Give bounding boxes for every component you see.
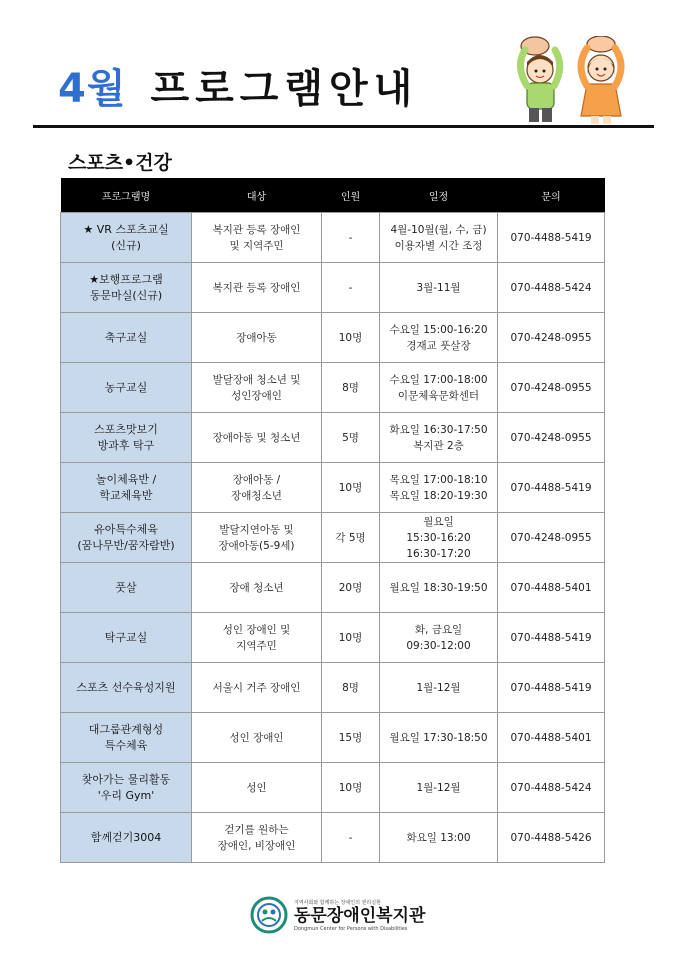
target-cell: 발달장애 청소년 및 성인장애인 [192, 363, 322, 413]
target-cell: 장애아동 [192, 313, 322, 363]
column-header-capacity: 인원 [322, 178, 380, 213]
schedule-cell: 3월-11월 [380, 263, 498, 313]
capacity-cell: 5명 [322, 413, 380, 463]
target-cell: 성인 [192, 763, 322, 813]
schedule-cell: 수요일 17:00-18:00 이문체육문화센터 [380, 363, 498, 413]
title-text: 프로그램안내 [150, 65, 419, 112]
footer-org-name: 동문장애인복지관 [294, 905, 426, 926]
program-name-cell: 함께걷기3004 [61, 813, 192, 863]
schedule-cell: 화, 금요일 09:30-12:00 [380, 613, 498, 663]
schedule-cell: 수요일 15:00-16:20 경재교 풋살장 [380, 313, 498, 363]
column-header-schedule: 일정 [380, 178, 498, 213]
contact-cell: 070-4488-5419 [498, 613, 605, 663]
target-cell: 장애 청소년 [192, 563, 322, 613]
table-row [61, 663, 605, 713]
column-header-program: 프로그램명 [61, 178, 192, 213]
schedule-cell: 월요일 18:30-19:50 [380, 563, 498, 613]
schedule-cell: 월요일 15:30-16:20 16:30-17:20 [380, 513, 498, 563]
target-cell: 성인 장애인 [192, 713, 322, 763]
dongmun-emblem-icon [250, 896, 288, 934]
contact-cell: 070-4488-5426 [498, 813, 605, 863]
target-cell: 장애아동 및 청소년 [192, 413, 322, 463]
table-row [61, 413, 605, 463]
contact-cell: 070-4248-0955 [498, 313, 605, 363]
target-cell: 장애아동 / 장애청소년 [192, 463, 322, 513]
capacity-cell: 10명 [322, 763, 380, 813]
schedule-cell: 4월-10월(월, 수, 금) 이용자별 시간 조정 [380, 213, 498, 263]
contact-cell: 070-4488-5401 [498, 713, 605, 763]
capacity-cell: - [322, 813, 380, 863]
capacity-cell: 15명 [322, 713, 380, 763]
target-cell: 성인 장애인 및 지역주민 [192, 613, 322, 663]
organization-logo [250, 896, 425, 934]
schedule-cell: 1월-12월 [380, 763, 498, 813]
program-name-cell: 스포츠 선수육성지원 [61, 663, 192, 713]
program-name-cell: 스포츠맛보기 방과후 탁구 [61, 413, 192, 463]
capacity-cell: 10명 [322, 313, 380, 363]
table-row [61, 613, 605, 663]
program-name-cell: 농구교실 [61, 363, 192, 413]
capacity-cell: 20명 [322, 563, 380, 613]
table-row [61, 463, 605, 513]
table-row [61, 763, 605, 813]
contact-cell: 070-4488-5419 [498, 663, 605, 713]
two-kids-heart-arms-illustration [505, 36, 635, 128]
header-divider [33, 125, 654, 128]
capacity-cell: - [322, 213, 380, 263]
table-row [61, 213, 605, 263]
table-row [61, 363, 605, 413]
target-cell: 복지관 등록 장애인 및 지역주민 [192, 213, 322, 263]
program-name-cell: 유아특수체육 (꿈나무반/꿈자람반) [61, 513, 192, 563]
section-title: 스포츠•건강 [68, 152, 172, 174]
contact-cell: 070-4248-0955 [498, 363, 605, 413]
table-row [61, 813, 605, 863]
program-name-cell: 놀이체육반 / 학교체육반 [61, 463, 192, 513]
column-header-contact: 문의 [498, 178, 605, 213]
program-name-cell: 찾아가는 물리활동 '우리 Gym' [61, 763, 192, 813]
capacity-cell: 8명 [322, 363, 380, 413]
target-cell: 서울시 거주 장애인 [192, 663, 322, 713]
footer-org-english: Dongmun Center for Persons with Disabilities [294, 925, 408, 932]
schedule-cell: 목요일 17:00-18:10 목요일 18:20-19:30 [380, 463, 498, 513]
contact-cell: 070-4248-0955 [498, 413, 605, 463]
column-header-target: 대상 [192, 178, 322, 213]
schedule-cell: 1월-12월 [380, 663, 498, 713]
capacity-cell: 각 5명 [322, 513, 380, 563]
program-table [60, 178, 605, 863]
contact-cell: 070-4488-5424 [498, 263, 605, 313]
capacity-cell: 8명 [322, 663, 380, 713]
contact-cell: 070-4488-5424 [498, 763, 605, 813]
schedule-cell: 월요일 17:30-18:50 [380, 713, 498, 763]
target-cell: 걷기를 원하는 장애인, 비장애인 [192, 813, 322, 863]
capacity-cell: - [322, 263, 380, 313]
program-name-cell: 대그룹관계형성 특수체육 [61, 713, 192, 763]
table-row [61, 263, 605, 313]
contact-cell: 070-4488-5419 [498, 213, 605, 263]
program-name-cell: 탁구교실 [61, 613, 192, 663]
table-row [61, 563, 605, 613]
capacity-cell: 10명 [322, 463, 380, 513]
contact-cell: 070-4488-5401 [498, 563, 605, 613]
table-header-row [61, 178, 605, 213]
program-name-cell: 풋살 [61, 563, 192, 613]
program-name-cell: ★보행프로그램 동문마실(신규) [61, 263, 192, 313]
title-month: 4월 [58, 65, 127, 112]
target-cell: 복지관 등록 장애인 [192, 263, 322, 313]
table-row [61, 513, 605, 563]
table-row [61, 713, 605, 763]
page-title [58, 50, 418, 120]
schedule-cell: 화요일 13:00 [380, 813, 498, 863]
contact-cell: 070-4248-0955 [498, 513, 605, 563]
capacity-cell: 10명 [322, 613, 380, 663]
target-cell: 발달지연아동 및 장애아동(5-9세) [192, 513, 322, 563]
footer-tagline: 지역사회와 함께하는 장애인의 권리실현 [294, 899, 381, 906]
program-name-cell: 축구교실 [61, 313, 192, 363]
table-row [61, 313, 605, 363]
contact-cell: 070-4488-5419 [498, 463, 605, 513]
program-name-cell: ★ VR 스포츠교실 (신규) [61, 213, 192, 263]
schedule-cell: 화요일 16:30-17:50 복지관 2층 [380, 413, 498, 463]
